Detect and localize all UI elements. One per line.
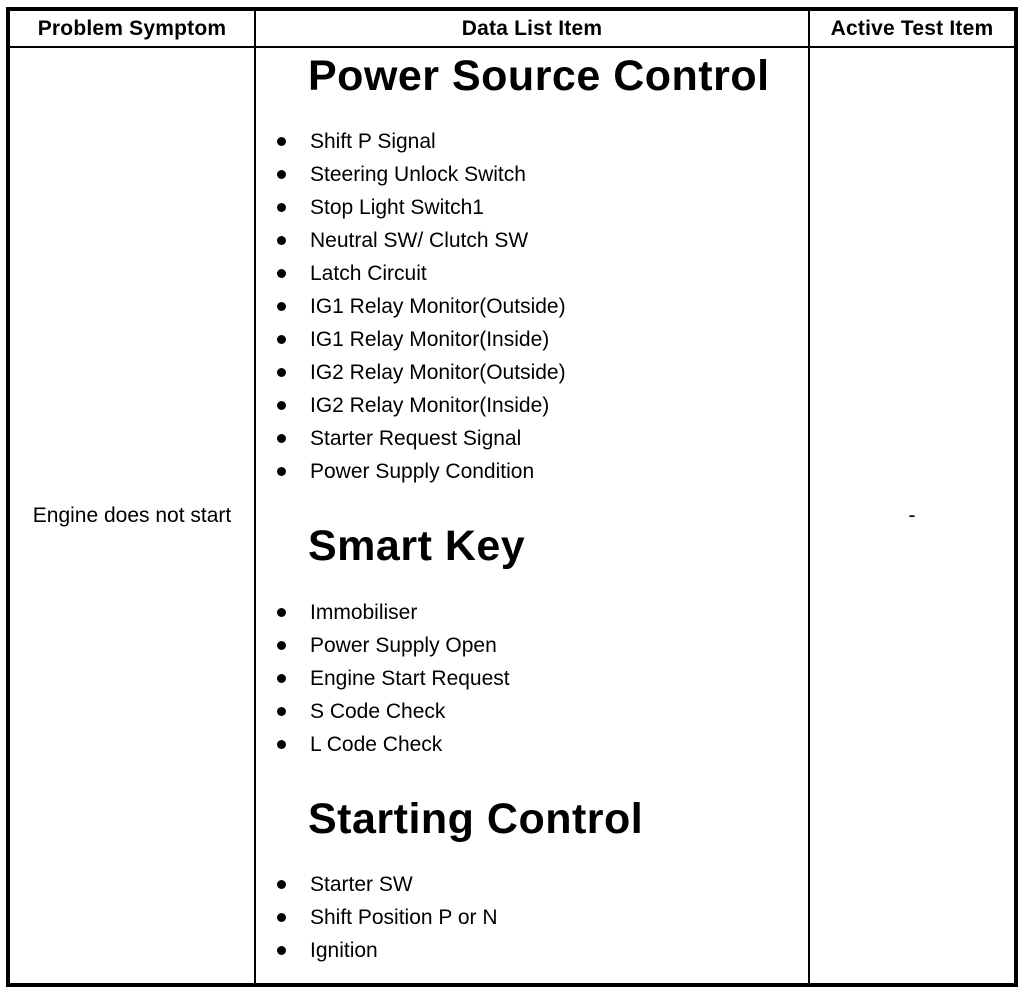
list-item-text: Engine Start Request — [310, 666, 510, 690]
list-item — [277, 901, 808, 934]
list-item — [277, 629, 808, 662]
smart-key-list — [256, 596, 808, 761]
power-source-control-list — [256, 125, 808, 488]
cell-active-test-item — [810, 48, 1014, 983]
list-item — [277, 868, 808, 901]
bullet-icon — [277, 302, 286, 311]
list-item-text: IG1 Relay Monitor(Outside) — [310, 295, 566, 319]
bullet-icon — [277, 203, 286, 212]
header-active-test-item-label: Active Test Item — [830, 16, 994, 40]
list-item — [277, 290, 808, 323]
bullet-icon — [277, 170, 286, 179]
list-item-text: S Code Check — [310, 699, 446, 723]
bullet-icon — [277, 467, 286, 476]
cell-problem-symptom — [10, 48, 256, 983]
list-item — [277, 356, 808, 389]
bullet-icon — [277, 740, 286, 749]
list-item — [277, 695, 808, 728]
active-test-item-value: - — [908, 503, 916, 527]
bullet-icon — [277, 880, 286, 889]
bullet-icon — [277, 401, 286, 410]
list-item — [277, 224, 808, 257]
list-item — [277, 158, 808, 191]
list-item-text: Stop Light Switch1 — [310, 196, 484, 220]
list-item-text: Starter Request Signal — [310, 427, 522, 451]
list-item — [277, 257, 808, 290]
list-item-text: L Code Check — [310, 732, 443, 756]
section-heading-starting-control: Starting Control — [308, 794, 644, 843]
list-item — [277, 455, 808, 488]
bullet-icon — [277, 335, 286, 344]
header-data-list-item — [256, 11, 810, 48]
bullet-icon — [277, 368, 286, 377]
list-item-text: Immobiliser — [310, 600, 418, 624]
list-item-text: IG1 Relay Monitor(Inside) — [310, 328, 550, 352]
list-item — [277, 125, 808, 158]
list-item-text: Shift P Signal — [310, 130, 436, 154]
list-item — [277, 596, 808, 629]
header-data-list-item-label: Data List Item — [461, 16, 603, 40]
bullet-icon — [277, 674, 286, 683]
list-item — [277, 934, 808, 967]
bullet-icon — [277, 913, 286, 922]
list-item-text: Shift Position P or N — [310, 906, 498, 930]
list-item — [277, 389, 808, 422]
list-item-text: IG2 Relay Monitor(Outside) — [310, 361, 566, 385]
list-item-text: Latch Circuit — [310, 262, 427, 286]
problem-symptom-text: Engine does not start — [32, 503, 232, 527]
list-item — [277, 422, 808, 455]
cell-data-list — [256, 48, 810, 983]
list-item-text: Starter SW — [310, 873, 413, 897]
bullet-icon — [277, 707, 286, 716]
header-problem-symptom-label: Problem Symptom — [37, 16, 227, 40]
list-item-text: Power Supply Open — [310, 633, 497, 657]
header-problem-symptom — [10, 11, 256, 48]
bullet-icon — [277, 137, 286, 146]
symptom-table — [6, 7, 1018, 987]
bullet-icon — [277, 434, 286, 443]
list-item-text: Steering Unlock Switch — [310, 163, 526, 187]
list-item-text: IG2 Relay Monitor(Inside) — [310, 394, 550, 418]
bullet-icon — [277, 641, 286, 650]
list-item — [277, 191, 808, 224]
starting-control-list — [256, 868, 808, 967]
list-item-text: Power Supply Condition — [310, 460, 535, 484]
bullet-icon — [277, 946, 286, 955]
section-heading-power-source-control: Power Source Control — [308, 52, 770, 100]
bullet-icon — [277, 236, 286, 245]
list-item — [277, 728, 808, 761]
list-item-text: Ignition — [310, 939, 378, 963]
list-item-text: Neutral SW/ Clutch SW — [310, 229, 529, 253]
header-active-test-item — [810, 11, 1014, 48]
bullet-icon — [277, 608, 286, 617]
bullet-icon — [277, 269, 286, 278]
section-heading-smart-key: Smart Key — [308, 522, 526, 571]
list-item — [277, 662, 808, 695]
list-item — [277, 323, 808, 356]
